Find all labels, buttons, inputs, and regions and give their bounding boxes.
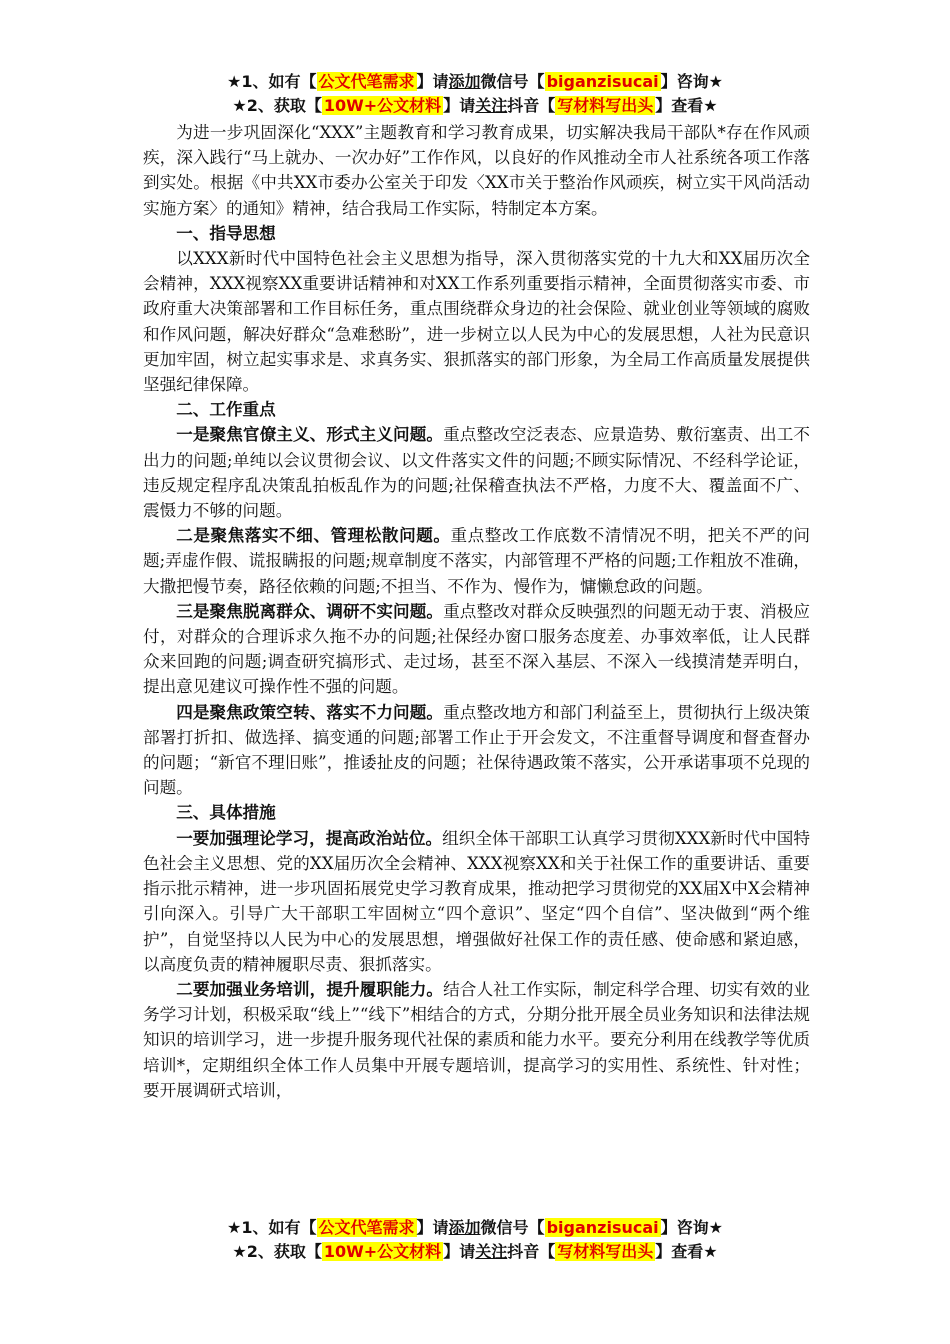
measure-item-1 <box>143 826 810 977</box>
promo-text: 抖音【 <box>507 96 556 115</box>
focus-item-4 <box>143 700 810 801</box>
promo-line-2 <box>0 94 950 118</box>
promo-highlight: 公文代笔需求 <box>318 1218 415 1237</box>
document-body <box>143 120 810 1103</box>
focus-item-lead: 一是聚焦官僚主义、形式主义问题。 <box>176 424 444 445</box>
promo-text: 抖音【 <box>507 1242 556 1261</box>
promo-text: 】请 <box>416 1218 449 1237</box>
section-heading-measures: 三、具体措施 <box>176 802 276 823</box>
promo-text: 微信号【 <box>480 1218 545 1237</box>
intro-paragraph: 为进一步巩固深化“XXX”主题教育和学习教育成果，切实解决我局干部队*存在作风顽疾，深入践行“马上就办、一次办好”工作作风，以良好的作风推动全市人社系统各项工作落到实处。根据《中共XX市委办公室关于印发〈XX市关于整治作风顽疾，树立实干风尚活动实施方案〉的通知》精神，结合我局工作实际，特制定本方案。 <box>143 123 810 218</box>
focus-item-lead: 二是聚焦落实不细、管理松散问题。 <box>176 525 451 546</box>
promo-text: 】请 <box>443 1242 476 1261</box>
focus-item-text: 重点整改工作底数不清情况不明，把关不严的问题;弄虚作假、谎报瞒报的问题;规章制度不落实，内部管理不严格的问题;工作粗放不准确，大撒把慢节奏，路径依赖的问题;不担当、不作为、慢作为，慵懒怠政的问题。 <box>143 526 811 596</box>
promo-highlight: biganzisucai <box>546 1218 659 1237</box>
promo-text: 】请 <box>443 96 476 115</box>
measure-item-lead: 二要加强业务培训，提升履职能力。 <box>176 978 444 999</box>
promo-text: ★2、获取【 <box>232 96 322 115</box>
measure-item-text: 结合人社工作实际，制定科学合理、切实有效的业务学习计划，积极采取“线上”“线下”相结合的方式，分期分批开展全员业务知识和法律法规知识的培训学习，进一步提升服务现代社保的素质和能力水平。要充分利用在线教学等优质培训*，定期组织全体工作人员集中开展专题培训，提高学习的实用性、系统性、针对性；要开展调研式培训， <box>143 979 810 1100</box>
promo-underline: 添加 <box>448 1218 481 1237</box>
promo-underline: 关注 <box>475 96 508 115</box>
promo-text: 】咨询★ <box>660 72 723 91</box>
promo-text: ★1、如有【 <box>227 1218 317 1237</box>
focus-item-3 <box>143 599 810 700</box>
measure-item-2 <box>143 977 810 1103</box>
promo-line-1 <box>0 1216 950 1240</box>
promo-underline: 添加 <box>448 72 481 91</box>
promo-highlight: 10W+公文材料 <box>323 96 442 115</box>
focus-item-text: 重点整改空泛表态、应景造势、敷衍塞责、出工不出力的问题;单纯以会议贯彻会议、以文件落实文件的问题;不顾实际情况、不经科学论证，违反规定程序乱决策乱拍板乱作为的问题;社保稽查执法不严格，力度不大、覆盖面不广、震慑力不够的问题。 <box>143 425 810 521</box>
focus-item-text: 重点整改地方和部门利益至上，贯彻执行上级决策部署打折扣、做选择、搞变通的问题;部署工作止于开会发文，不注重督导调度和督查督办的问题；“新官不理旧账”，推诿扯皮的问题；社保待遇政策不落实，公开承诺事项不兑现的问题。 <box>143 702 810 798</box>
focus-item-lead: 四是聚焦政策空转、落实不力问题。 <box>176 701 444 722</box>
focus-item-lead: 三是聚焦脱离群众、调研不实问题。 <box>176 600 444 621</box>
promo-highlight: 公文代笔需求 <box>318 72 415 91</box>
promo-underline: 关注 <box>475 1242 508 1261</box>
section-heading-work-focus: 二、工作重点 <box>176 399 276 420</box>
measure-item-lead: 一要加强理论学习，提高政治站位。 <box>176 827 443 848</box>
promo-text: ★1、如有【 <box>227 72 317 91</box>
promo-highlight: 写材料写出头 <box>557 1242 654 1261</box>
promo-banner-bottom <box>0 1216 950 1264</box>
promo-highlight: biganzisucai <box>546 72 659 91</box>
focus-item-2 <box>143 523 810 599</box>
guiding-thought-paragraph: 以XXX新时代中国特色社会主义思想为指导，深入贯彻落实党的十九大和XX届历次全会精神，XXX视察XX重要讲话精神和对XX工作系列重要指示精神，全面贯彻落实市委、市政府重大决策部署和工作目标任务，重点围绕群众身边的社会保险、就业创业等领域的腐败和作风问题，解决好群众“急难愁盼”，进一步树立以人民为中心的发展思想，人社为民意识更加牢固，树立起实事求是、求真务实、狠抓落实的部门形象，为全局工作高质量发展提供坚强纪律保障。 <box>143 249 810 395</box>
promo-text: 】查看★ <box>655 1242 718 1261</box>
measure-item-text: 组织全体干部职工认真学习贯彻XXX新时代中国特色社会主义思想、党的XX届历次全会精神、XXX视察XX和关于社保工作的重要讲话、重要指示批示精神，进一步巩固拓展党史学习教育成果，推动把学习贯彻党的XX届X中X会精神引向深入。引导广大干部职工牢固树立“四个意识”、坚定“四个自信”、坚决做到“两个维护”，自觉坚持以人民为中心的发展思想，增强做好社保工作的责任感、使命感和紧迫感，以高度负责的精神履职尽责、狠抓落实。 <box>143 828 810 974</box>
promo-line-2 <box>0 1240 950 1264</box>
promo-highlight: 写材料写出头 <box>557 96 654 115</box>
section-heading-guiding-thought: 一、指导思想 <box>176 222 276 243</box>
promo-banner-top <box>0 70 950 118</box>
promo-text: 】请 <box>416 72 449 91</box>
promo-line-1 <box>0 70 950 94</box>
promo-text: ★2、获取【 <box>232 1242 322 1261</box>
promo-text: 】查看★ <box>655 96 718 115</box>
focus-item-text: 重点整改对群众反映强烈的问题无动于衷、消极应付，对群众的合理诉求久拖不办的问题;社保经办窗口服务态度差、办事效率低，让人民群众来回跑的问题;调查研究搞形式、走过场，甚至不深入基层、不深入一线摸清楚弄明白，提出意见建议可操作性不强的问题。 <box>143 601 810 697</box>
focus-item-1 <box>143 422 810 523</box>
promo-text: 】咨询★ <box>660 1218 723 1237</box>
promo-text: 微信号【 <box>480 72 545 91</box>
promo-highlight: 10W+公文材料 <box>323 1242 442 1261</box>
